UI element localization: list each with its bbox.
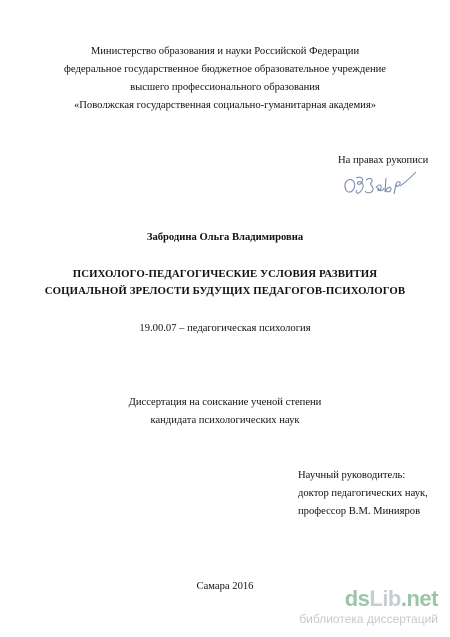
dslib-logo: dsLib.net	[344, 586, 438, 611]
degree-line-1: Диссертация на соискание ученой степени	[128, 397, 322, 408]
author-name: Забродина Ольга Владимировна	[146, 232, 304, 243]
institution-type-line: федеральное государственное бюджетное образовательное учреждение	[64, 64, 386, 75]
manuscript-note: На правах рукописи	[338, 155, 429, 166]
academy-name-line: «Поволжская государственная социально-гуманитарная академия»	[73, 100, 376, 111]
ministry-line: Министерство образования и науки Российской Федерации	[90, 46, 360, 57]
dslib-watermark	[270, 586, 448, 636]
thesis-title-line-1: ПСИХОЛОГО-ПЕДАГОГИЧЕСКИЕ УСЛОВИЯ РАЗВИТИЯ	[72, 268, 378, 280]
education-level-line: высшего профессионального образования	[130, 82, 320, 93]
handwritten-signature	[340, 168, 420, 204]
city-year: Самара 2016	[196, 581, 254, 592]
supervisor-degree: доктор педагогических наук,	[298, 488, 428, 499]
supervisor-label: Научный руководитель:	[298, 470, 406, 481]
thesis-title-line-2: СОЦИАЛЬНОЙ ЗРЕЛОСТИ БУДУЩИХ ПЕДАГОГОВ-ПСИХОЛОГОВ	[44, 285, 406, 297]
degree-line-2: кандидата психологических наук	[150, 415, 300, 426]
specialty-code: 19.00.07 – педагогическая психология	[139, 323, 311, 334]
dslib-subtitle: библиотека диссертаций	[299, 612, 438, 626]
supervisor-name: профессор В.М. Минияров	[298, 506, 421, 517]
